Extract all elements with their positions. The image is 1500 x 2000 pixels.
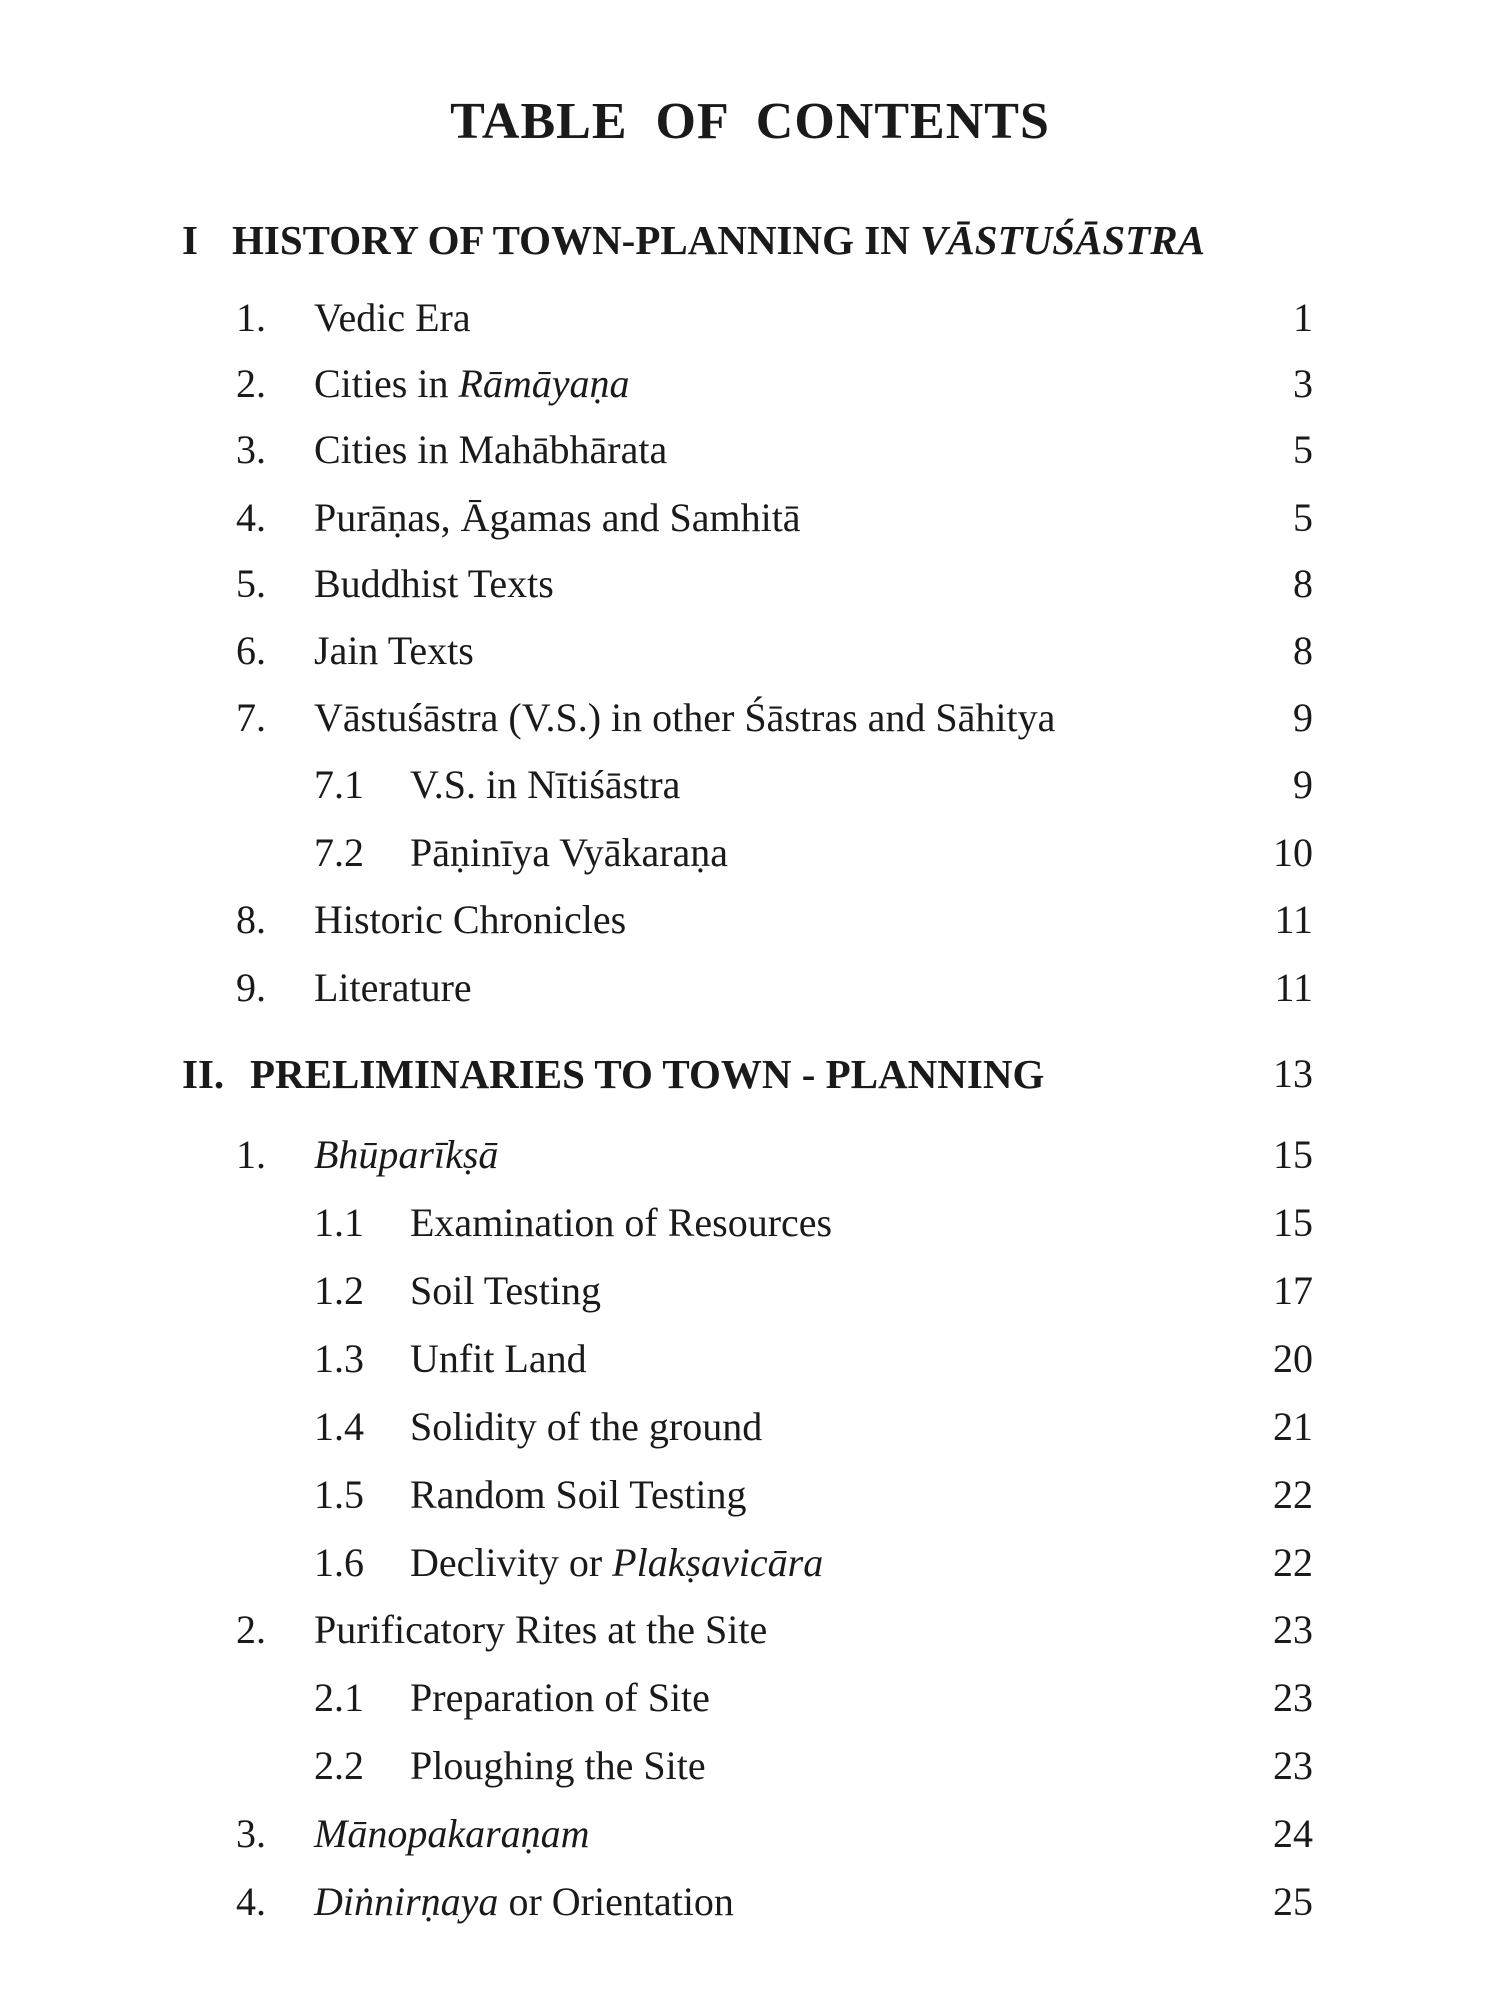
toc-entry[interactable] [0,690,1500,746]
entry-title: Cities in Rāmāyaṇa [314,361,630,406]
entry-page: 23 [1273,1607,1313,1652]
entry-number: 6. [236,628,266,673]
entry-number: 8. [236,897,266,942]
toc-entry[interactable] [0,1602,1500,1658]
toc-subentry[interactable] [0,1738,1500,1794]
toc-subentry[interactable] [0,1535,1500,1591]
toc-entry[interactable] [0,290,1500,346]
subentry-title: Preparation of Site [410,1675,710,1720]
entry-number: 3. [236,427,266,472]
toc-subentry[interactable] [0,1467,1500,1523]
section-heading-ii [0,1046,1500,1102]
subentry-number: 2.2 [314,1743,364,1788]
entry-page: 5 [1293,427,1313,472]
entry-title: Mānopakaraṇam [314,1811,590,1856]
toc-subentry[interactable] [0,1263,1500,1319]
section-title: HISTORY OF TOWN-PLANNING IN VĀSTUŚĀSTRA [232,217,1205,263]
toc-entry[interactable] [0,490,1500,546]
entry-page: 1 [1293,295,1313,340]
subentry-title: Declivity or Plakṣavicāra [410,1540,824,1585]
subentry-page: 22 [1273,1472,1313,1517]
toc-subentry[interactable] [0,1399,1500,1455]
section-page: 13 [1273,1051,1313,1096]
entry-title: Purificatory Rites at the Site [314,1607,768,1652]
entry-page: 25 [1273,1879,1313,1924]
entry-title: Diṅnirṇaya or Orientation [314,1879,734,1924]
subentry-number: 1.2 [314,1268,364,1313]
subentry-title: Ploughing the Site [410,1743,706,1788]
subentry-number: 7.1 [314,762,364,807]
entry-page: 8 [1293,628,1313,673]
entry-page: 24 [1273,1811,1313,1856]
entry-number: 4. [236,495,266,540]
entry-number: 9. [236,965,266,1010]
entry-number: 5. [236,561,266,606]
section-heading-i [0,212,1500,268]
subentry-page: 10 [1273,830,1313,875]
entry-page: 3 [1293,361,1313,406]
toc-entry[interactable] [0,422,1500,478]
entry-number: 3. [236,1811,266,1856]
subentry-title: Pāṇinīya Vyākaraṇa [410,830,729,875]
entry-page: 15 [1273,1132,1313,1177]
entry-title: Buddhist Texts [314,561,554,606]
entry-number: 7. [236,695,266,740]
subentry-title: Soil Testing [410,1268,601,1313]
toc-subentry[interactable] [0,1331,1500,1387]
subentry-title: Random Soil Testing [410,1472,747,1517]
subentry-number: 2.1 [314,1675,364,1720]
entry-page: 8 [1293,561,1313,606]
toc-entry[interactable] [0,1874,1500,1930]
entry-page: 11 [1274,965,1313,1010]
entry-page: 5 [1293,495,1313,540]
toc-entry[interactable] [0,556,1500,612]
entry-title: Cities in Mahābhārata [314,427,668,472]
subentry-page: 22 [1273,1540,1313,1585]
toc-entry[interactable] [0,623,1500,679]
entry-title: Historic Chronicles [314,897,627,942]
entry-number: 2. [236,361,266,406]
subentry-title: V.S. in Nītiśāstra [410,762,681,807]
subentry-title: Solidity of the ground [410,1404,763,1449]
subentry-page: 21 [1273,1404,1313,1449]
subentry-title: Examination of Resources [410,1200,833,1245]
entry-title: Literature [314,965,472,1010]
toc-entry[interactable] [0,960,1500,1016]
section-title: PRELIMINARIES TO TOWN - PLANNING [250,1051,1045,1097]
subentry-number: 1.3 [314,1336,364,1381]
entry-number: 4. [236,1879,266,1924]
entry-title: Vāstuśāstra (V.S.) in other Śāstras and Sāhitya [314,695,1056,740]
subentry-page: 20 [1273,1336,1313,1381]
toc-entry[interactable] [0,1127,1500,1183]
toc-entry[interactable] [0,1806,1500,1862]
entry-title: Bhūparīkṣā [314,1132,499,1177]
section-number: I [182,217,198,263]
toc-subentry[interactable] [0,1670,1500,1726]
section-number: II. [182,1051,225,1097]
entry-page: 9 [1293,695,1313,740]
subentry-number: 1.4 [314,1404,364,1449]
entry-title: Jain Texts [314,628,474,673]
subentry-page: 23 [1273,1743,1313,1788]
subentry-page: 15 [1273,1200,1313,1245]
subentry-title: Unfit Land [410,1336,587,1381]
subentry-number: 1.5 [314,1472,364,1517]
subentry-page: 9 [1293,762,1313,807]
entry-page: 11 [1274,897,1313,942]
subentry-number: 1.6 [314,1540,364,1585]
toc-subentry[interactable] [0,1195,1500,1251]
subentry-page: 23 [1273,1675,1313,1720]
entry-title: Purāṇas, Āgamas and Samhitā [314,495,801,540]
entry-number: 1. [236,295,266,340]
entry-number: 2. [236,1607,266,1652]
toc-entry[interactable] [0,892,1500,948]
entry-number: 1. [236,1132,266,1177]
entry-title: Vedic Era [314,295,471,340]
subentry-number: 7.2 [314,830,364,875]
toc-subentry[interactable] [0,825,1500,881]
toc-entry[interactable] [0,356,1500,412]
toc-subentry[interactable] [0,757,1500,813]
page-title: TABLE OF CONTENTS [450,93,1050,150]
subentry-number: 1.1 [314,1200,364,1245]
subentry-page: 17 [1273,1268,1313,1313]
